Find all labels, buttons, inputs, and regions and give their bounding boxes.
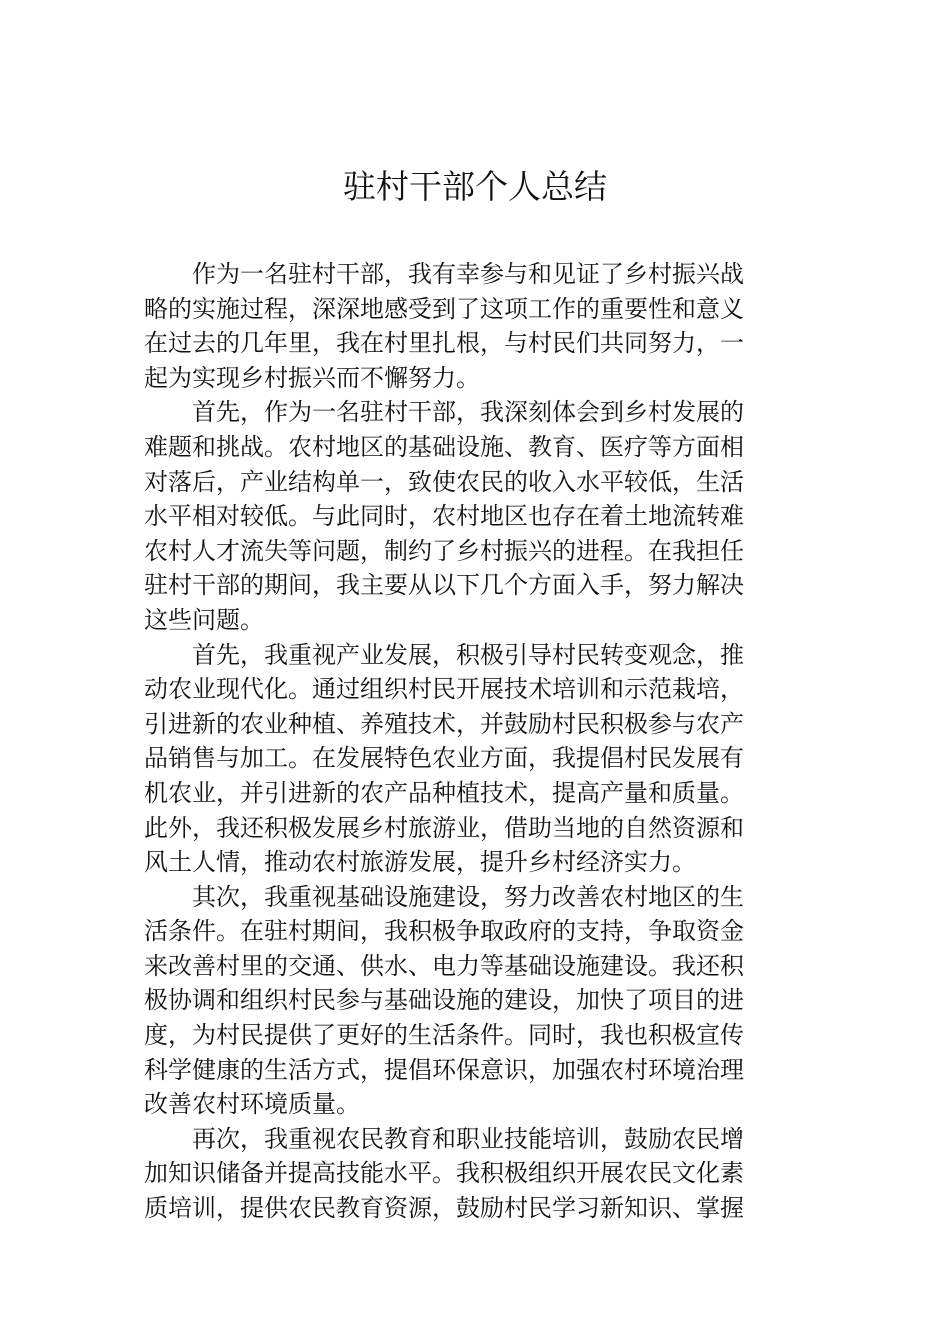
text-line: 来改善村里的交通、供水、电力等基础设施建设。我还积 [144,951,744,980]
text-line: 引进新的农业种植、养殖技术，并鼓励村民积极参与农产 [144,709,744,738]
text-line: 改善农村环境质量。 [144,1090,360,1119]
document-body [144,257,806,1226]
text-line: 农村人才流失等问题，制约了乡村振兴的进程。在我担任 [144,536,744,565]
text-line: 起为实现乡村振兴而不懈努力。 [144,363,480,392]
text-line: 极协调和组织村民参与基础设施的建设，加快了项目的进 [144,986,744,1015]
text-line: 度，为村民提供了更好的生活条件。同时，我也积极宣传 [144,1021,744,1050]
text-line: 略的实施过程，深深地感受到了这项工作的重要性和意义 [144,294,744,323]
text-line: 风土人情，推动农村旅游发展，提升乡村经济实力。 [144,848,696,877]
text-line: 这些问题。 [144,605,264,634]
text-line: 动农业现代化。通过组织村民开展技术培训和示范栽培， [144,675,744,704]
text-line: 难题和挑战。农村地区的基础设施、教育、医疗等方面相 [144,432,744,461]
text-line: 对落后，产业结构单一，致使农民的收入水平较低，生活 [144,467,744,496]
text-line: 品销售与加工。在发展特色农业方面，我提倡村民发展有 [144,744,744,773]
text-line: 质培训，提供农民教育资源，鼓励村民学习新知识、掌握 [144,1194,744,1223]
text-line: 在过去的几年里，我在村里扎根，与村民们共同努力，一 [144,329,744,358]
text-line: 活条件。在驻村期间，我积极争取政府的支持，争取资金 [144,917,744,946]
text-line: 机农业，并引进新的农产品种植技术，提高产量和质量。 [144,778,744,807]
text-line: 再次，我重视农民教育和职业技能培训，鼓励农民增 [192,1124,744,1153]
text-line: 加知识储备并提高技能水平。我积极组织开展农民文化素 [144,1159,744,1188]
text-line: 首先，我重视产业发展，积极引导村民转变观念，推 [192,640,744,669]
text-line: 此外，我还积极发展乡村旅游业，借助当地的自然资源和 [144,813,744,842]
text-line: 水平相对较低。与此同时，农村地区也存在着土地流转难 [144,502,744,531]
text-line: 作为一名驻村干部，我有幸参与和见证了乡村振兴战 [192,260,744,288]
text-line: 首先，作为一名驻村干部，我深刻体会到乡村发展的 [192,398,744,427]
document-title: 驻村干部个人总结 [343,167,607,206]
text-line: 驻村干部的期间，我主要从以下几个方面入手，努力解决 [144,571,744,600]
text-line: 其次，我重视基础设施建设，努力改善农村地区的生 [192,882,744,911]
text-line: 科学健康的生活方式，提倡环保意识，加强农村环境治理 [144,1055,744,1084]
